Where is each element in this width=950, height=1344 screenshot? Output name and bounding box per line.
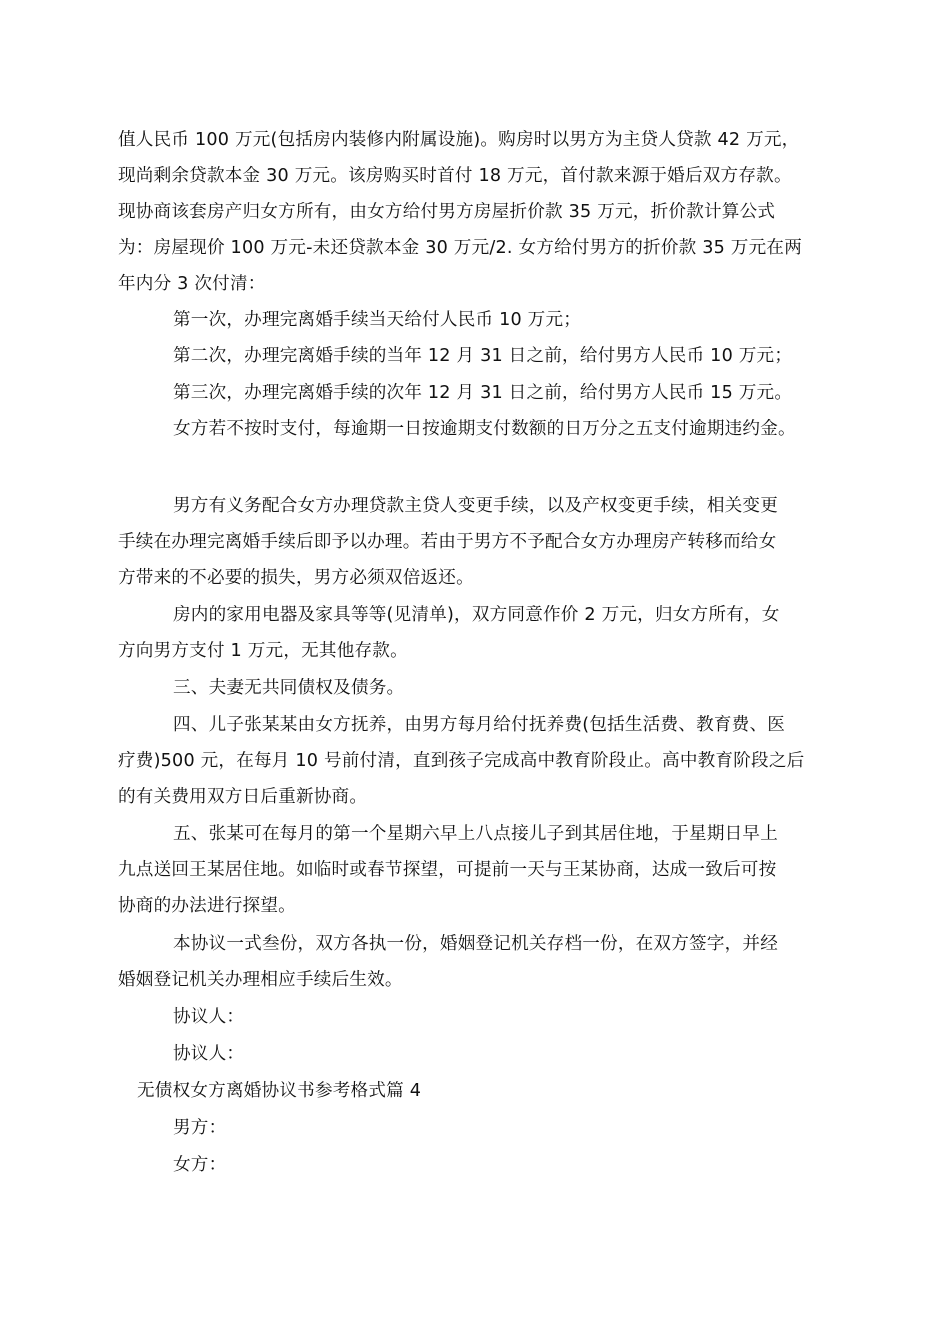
text-line: 第三次，办理完离婚手续的次年 12 月 31 日之前，给付男方人民币 15 万元。 (173, 383, 793, 403)
text-line: 第二次，办理完离婚手续的当年 12 月 31 日之前，给付男方人民币 10 万元； (173, 346, 793, 366)
text-line: 九点送回王某居住地。如临时或春节探望，可提前一天与王某协商，达成一致后可按 (118, 860, 777, 880)
party-label-male: 男方： (173, 1118, 227, 1138)
text-line: 男方有义务配合女方办理贷款主贷人变更手续，以及产权变更手续，相关变更 (173, 496, 778, 516)
text-line: 第一次，办理完离婚手续当天给付人民币 10 万元； (173, 310, 582, 330)
signatory-label: 协议人： (173, 1007, 245, 1027)
text-line: 的有关费用双方日后重新协商。 (118, 787, 368, 807)
text-line: 手续在办理完离婚手续后即予以办理。若由于男方不予配合女方办理房产转移而给女 (118, 532, 777, 552)
text-line: 三、夫妻无共同债权及债务。 (173, 678, 405, 698)
text-line: 方带来的不必要的损失，男方必须双倍返还。 (118, 568, 474, 588)
text-line: 年内分 3 次付清： (118, 274, 266, 294)
text-line: 五、张某可在每月的第一个星期六早上八点接儿子到其居住地，于星期日早上 (173, 824, 778, 844)
text-line: 协商的办法进行探望。 (118, 896, 296, 916)
text-line: 疗费)500 元，在每月 10 号前付清，直到孩子完成高中教育阶段止。高中教育阶段之后 (118, 751, 805, 771)
text-line: 现尚剩余贷款本金 30 万元。该房购买时首付 18 万元，首付款来源于婚后双方存款。 (118, 166, 792, 186)
text-line: 值人民币 100 万元(包括房内装修内附属设施)。购房时以男方为主贷人贷款 42 万元， (118, 130, 800, 150)
party-label-female: 女方： (173, 1155, 227, 1175)
text-line: 现协商该套房产归女方所有，由女方给付男方房屋折价款 35 万元，折价款计算公式 (118, 202, 776, 222)
text-line: 婚姻登记机关办理相应手续后生效。 (118, 970, 403, 990)
text-line: 本协议一式叁份，双方各执一份，婚姻登记机关存档一份，在双方签字，并经 (173, 934, 778, 954)
signatory-label: 协议人： (173, 1044, 245, 1064)
text-line: 四、儿子张某某由女方抚养，由男方每月给付抚养费(包括生活费、教育费、医 (173, 715, 786, 735)
text-line: 房内的家用电器及家具等等(见清单)，双方同意作价 2 万元，归女方所有，女 (173, 605, 780, 625)
text-line: 方向男方支付 1 万元，无其他存款。 (118, 641, 408, 661)
text-line: 女方若不按时支付，每逾期一日按逾期支付数额的日万分之五支付逾期违约金。 (173, 419, 796, 439)
text-line: 为：房屋现价 100 万元-未还贷款本金 30 万元/2. 女方给付男方的折价款 35 万元在两 (118, 238, 802, 258)
section-heading: 无债权女方离婚协议书参考格式篇 4 (137, 1081, 422, 1101)
